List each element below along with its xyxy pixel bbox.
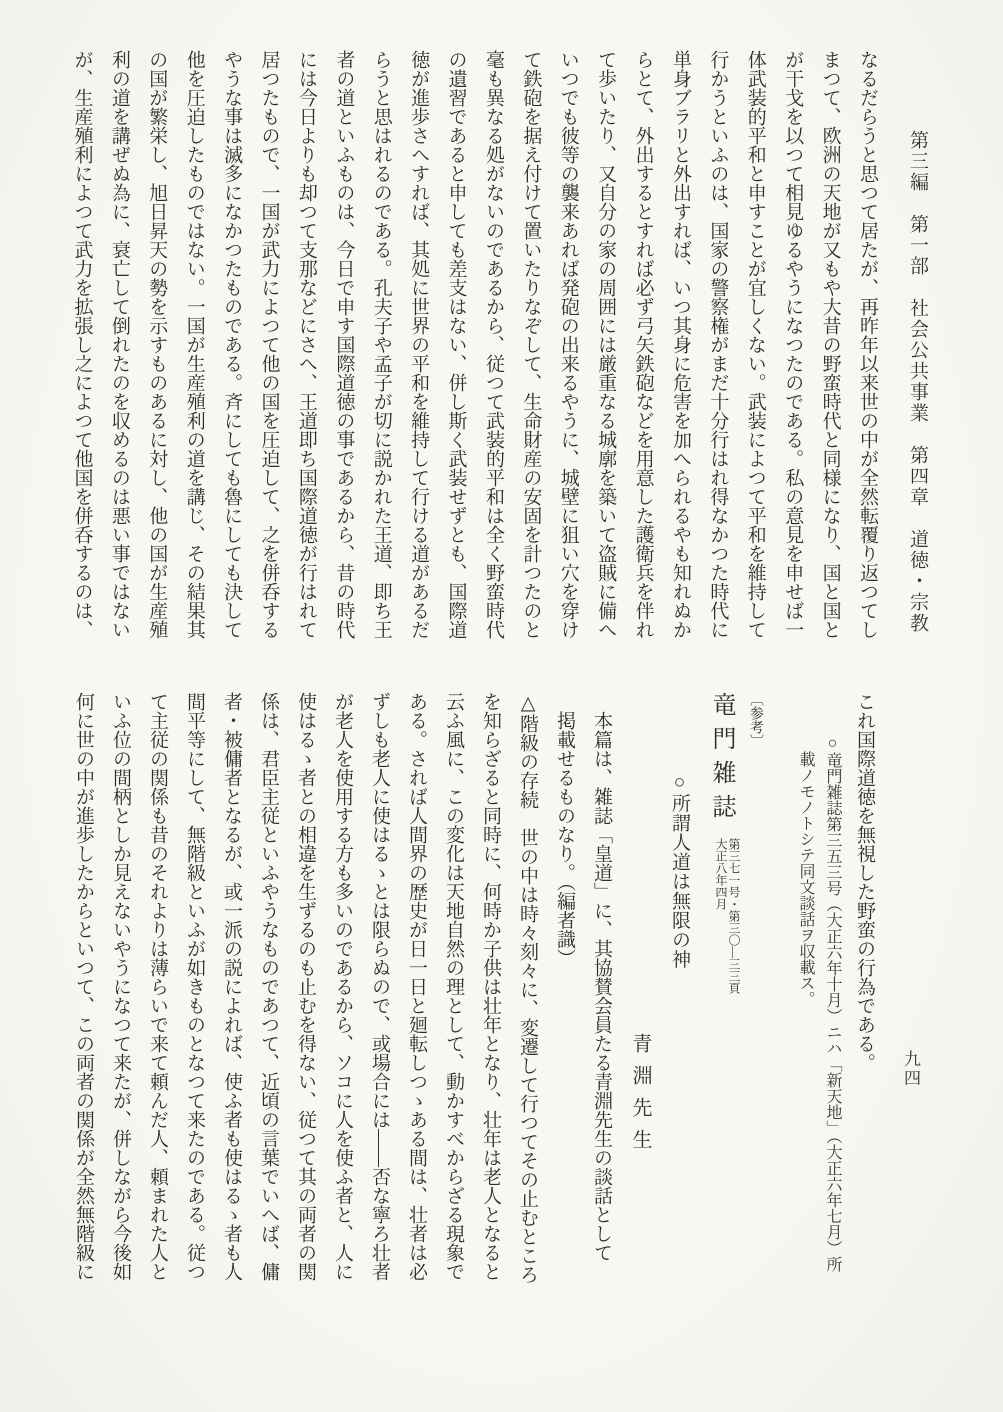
journal-issue: 第三七一号・第三〇―三三頁 — [727, 838, 741, 994]
text-column: の国が繁栄し、旭日昇天の勢を示すものあるに対し、他の国が生産殖 — [146, 50, 168, 639]
text-column: いつでも彼等の襲来あれば発砲の出来るやうに、城壁に狙い穴を穿け — [557, 50, 579, 639]
text-column: 体武装的平和と申すことが宜しくない。武装によつて平和を維持して — [744, 50, 766, 639]
text-column: 他を圧迫したものではない。一国が生産殖利の道を講じ、その結果其 — [183, 50, 205, 639]
text-column: 単身ブラリと外出すれば、いつ其身に危害を加へられるやも知れぬか — [669, 50, 691, 639]
editor-note-column: 掲載せるものなり。（編者識） — [554, 711, 575, 968]
text-column: て鉄砲を据え付けて置いたりなぞして、生命財産の安固を計つたのと — [520, 50, 542, 639]
text-column: まつて、欧洲の天地が又もや大昔の野蛮時代と同様になり、国と国と — [819, 50, 841, 639]
reference-block — [65, 692, 883, 1284]
text-column: 居つたもので、一国が武力によつて他の国を圧迫して、之を併呑する — [258, 50, 280, 639]
text-column: が干戈を以つて相見ゆるやうになつたのである。私の意見を申せば一 — [782, 50, 804, 639]
text-column: ずしも老人に使はるゝとは限らぬので、或場合には――否な寧ろ壮者 — [369, 692, 390, 1281]
text-column: には今日よりも却つて支那などにさへ、王道即ち国際道徳が行はれて — [295, 50, 317, 639]
text-column: 何に世の中が進歩したからといつて、この両者の関係が全然無階級に — [73, 692, 94, 1281]
text-column: △階級の存続 世の中は時々刻々に、変遷して行つてその止むところ — [517, 692, 538, 1284]
citation-line: ○竜門雑誌第三五三号（大正六年十月）ニハ「新天地」（大正六年七月）所 — [824, 735, 841, 1272]
text-column: ある。されば人間界の歴史が日一日と廻転しつゝある間は、壮者は必 — [406, 692, 427, 1281]
page-number: 九四 — [901, 1050, 920, 1088]
journal-title: 竜門雑誌 — [708, 692, 734, 828]
article-heading: ○所謂人道は無限の神 — [669, 772, 690, 969]
text-column: の遺習であると申しても差支はない、併し斯く武装せずとも、国際道 — [445, 50, 467, 639]
text-column: が老人を使用する方も多いのであるから、ソコに人を使ふ者と、人に — [332, 692, 353, 1281]
text-column: 者・被傭者となるが、或一派の説によれば、使ふ者も使はるゝ者も人 — [221, 692, 242, 1281]
text-column: 毫も異なる処がないのであるから、従つて武装的平和は全く野蛮時代 — [482, 50, 504, 639]
text-column: 係は、君臣主従といふやうなものであつて、近頃の言葉でいへば、傭 — [258, 692, 279, 1281]
text-column: なるだらうと思つて居たが、再昨年以来世の中が全然転覆り返つてし — [857, 50, 878, 639]
text-column: らうと思はれるのである。孔夫子や孟子が切に説かれた王道、即ち王 — [370, 50, 392, 639]
text-column: いふ位の間柄としか見えないやうになつて来たが、併しながら今後如 — [110, 692, 131, 1281]
text-column: 使はるゝ者との相違を生ずるのも止むを得ない、従つて其の両者の関 — [295, 692, 316, 1281]
text-column: が、生産殖利によつて武力を拡張し之によつて他国を併呑するのは、 — [71, 50, 93, 639]
closing-text-column: これ国際道徳を無視した野蛮の行為である。 — [854, 692, 875, 1072]
text-column: 徳が進歩さへすれば、其処に世界の平和を維持して行ける道があるだ — [408, 50, 430, 639]
running-head: 第三編 第一部 社会公共事業 第四章 道徳・宗教 — [907, 130, 928, 634]
text-column: て歩いたり、又自分の家の周囲には厳重なる城廓を築いて盗賊に備へ — [595, 50, 617, 639]
journal-title-column — [698, 692, 744, 1284]
main-text-block — [63, 50, 886, 639]
author-name: 青淵先生 — [629, 1033, 651, 1161]
text-column: 行かうといふのは、国家の警察権がまだ十分行はれ得なかつた時代に — [707, 50, 729, 639]
text-column: を知らざると同時に、何時か子供は壮年となり、壮年は老人となると — [480, 692, 501, 1281]
text-column: らとて、外出するとすれば必ず弓矢鉄砲などを用意した護衛兵を伴れ — [632, 50, 654, 639]
journal-issue-note — [714, 838, 740, 994]
text-column: やうな事は滅多になかつたものである。斉にしても魯にしても決して — [221, 50, 243, 639]
text-column: 利の道を講ぜぬ為に、衰亡して倒れたのを収めるのは悪い事ではない — [108, 50, 130, 639]
text-column: て主従の関係も昔のそれよりは薄らいで来て頼んだ人、頼まれた人と — [147, 692, 168, 1281]
citation-line: 載ノモノトシテ同文談話ヲ収載ス。 — [797, 751, 814, 1007]
editor-note-column: 本篇は、雑誌「皇道」に、其協賛会員たる青淵先生の談話として — [591, 711, 612, 1262]
text-column: 間平等にして、無階級といふが如きものとなつて来たのである。従つ — [184, 692, 205, 1281]
journal-date: 大正八年四月 — [714, 838, 728, 910]
reference-label: 〔参考〕 — [748, 692, 763, 748]
text-column: 云ふ風に、この変化は天地自然の理として、動かすべからざる現象で — [443, 692, 464, 1281]
text-column: 者の道といふものは、今日で申す国際道徳の事であるから、昔の時代 — [333, 50, 355, 639]
